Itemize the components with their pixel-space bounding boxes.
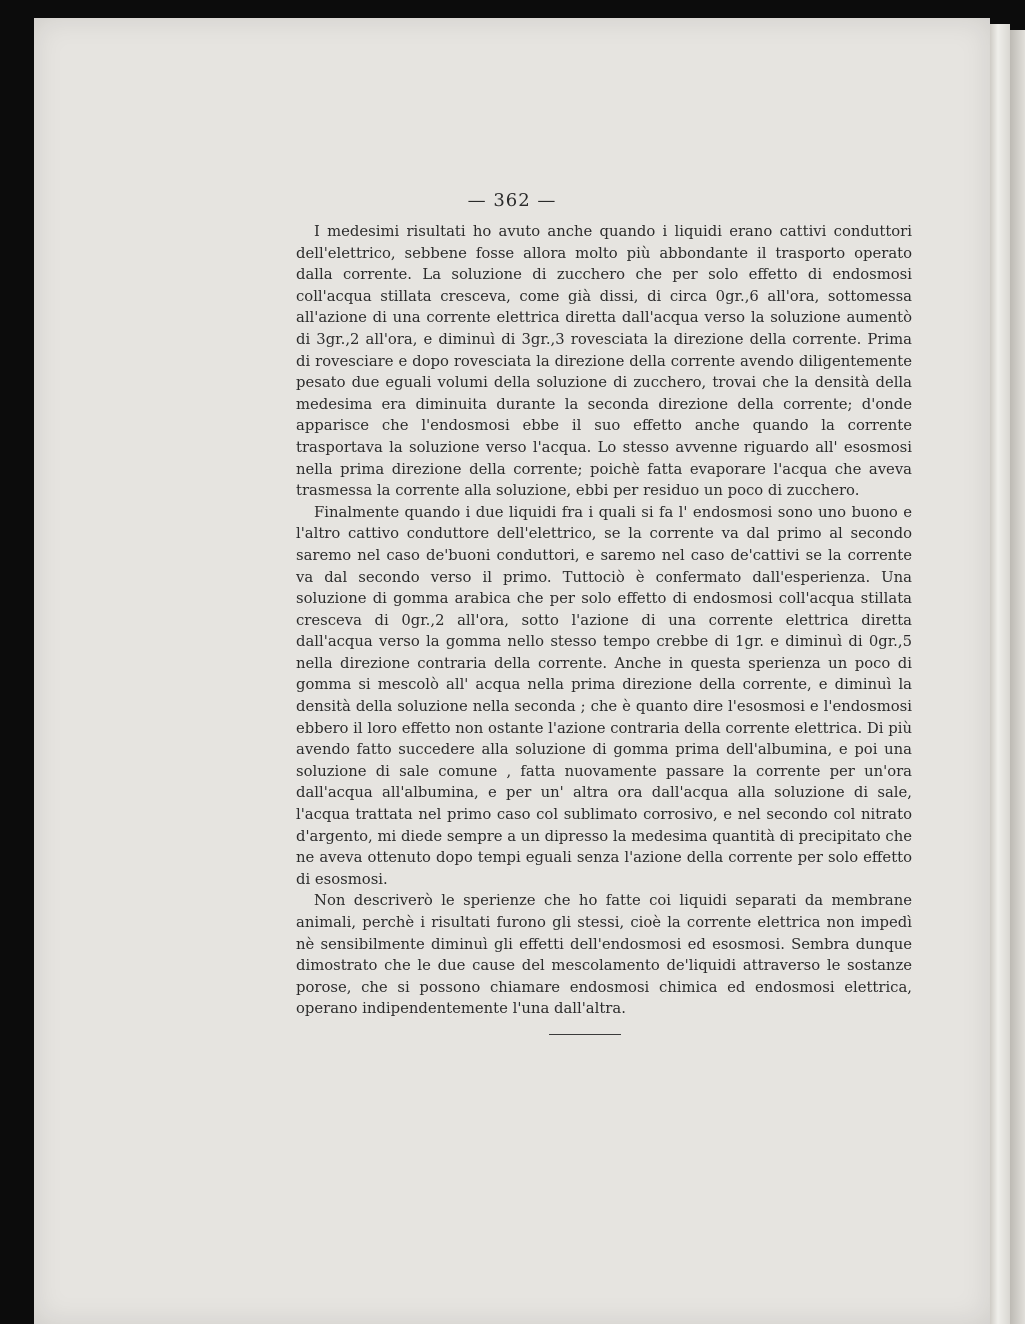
page-number: — 362 — — [467, 190, 557, 211]
paragraph-3: Non descriverò le sperienze che ho fatte coi liquidi separati da membrane animali, perchè i risultati furono gli stessi, cioè la corrente elettrica non impedì nè sensibilmente diminuì gli effetti dell'endosmosi ed esosmosi. Sembra dunque dimostrato che le due cause del mescolamento de'liquidi attraverso le sostanze porose, che si possono chiamare endosmosi chimica ed endosmosi elettrica, operano indipendentemente l'una dall'altra. — [296, 892, 912, 1018]
page-stack-edge-outer — [1010, 30, 1025, 1324]
document-page — [34, 18, 990, 1324]
paragraph-1: I medesimi risultati ho avuto anche quando i liquidi erano cattivi conduttori dell'elettrico, sebbene fosse allora molto più abbondante il trasporto operato dalla corrente. La soluzione di zucchero che per solo effetto di endosmosi coll'acqua stillata cresceva, come già dissi, di circa 0gr.,6 all'ora, sottomessa all'azione di una corrente elettrica diretta dall'acqua verso la soluzione aumentò di 3gr.,2 all'ora, e diminuì di 3gr.,3 rovesciata la direzione della corrente. Prima di rovesciare e dopo rovesciata la direzione della corrente avendo diligentemente pesato due eguali volumi della soluzione di zucchero, trovai che la densità della medesima era diminuita durante la seconda direzione della corrente; d'onde apparisce che l'endosmosi ebbe il suo effetto anche quando la corrente trasportava la soluzione verso l'acqua. Lo stesso avvenne riguardo all' esosmosi nella prima direzione della corrente; poichè fatta evaporare l'acqua che aveva trasmessa la corrente alla soluzione, ebbi per residuo un poco di zucchero. — [296, 223, 912, 500]
page-stack-edge — [990, 24, 1010, 1324]
body-text — [296, 221, 912, 1020]
closing-rule — [549, 1034, 621, 1035]
paragraph-2: Finalmente quando i due liquidi fra i quali si fa l' endosmosi sono uno buono e l'altro cattivo conduttore dell'elettrico, se la corrente va dal primo al secondo saremo nel caso de'buoni conduttori, e saremo nel caso de'cattivi se la corrente va dal secondo verso il primo. Tuttociò è confermato dall'esperienza. Una soluzione di gomma arabica che per solo effetto di endosmosi coll'acqua stillata cresceva di 0gr.,2 all'ora, sotto l'azione di una corrente elettrica diretta dall'acqua verso la gomma nello stesso tempo crebbe di 1gr. e diminuì di 0gr.,5 nella direzione contraria della corrente. Anche in questa sperienza un poco di gomma si mescolò all' acqua nella prima direzione della corrente, e diminuì la densità della soluzione nella seconda ; che è quanto dire l'esosmosi e l'endosmosi ebbero il loro effetto non ostante l'azione contraria della corrente elettrica. Di più avendo fatto succedere alla soluzione di gomma prima dell'albumina, e poi una soluzione di sale comune , fatta nuovamente passare la corrente per un'ora dall'acqua all'albumina, e per un' altra ora dall'acqua alla soluzione di sale, l'acqua trattata nel primo caso col sublimato corrosivo, e nel secondo col nitrato d'argento, mi diede sempre a un dipresso la medesima quantità di precipitato che ne aveva ottenuto dopo tempi eguali senza l'azione della corrente per solo effetto di esosmosi. — [296, 503, 912, 888]
